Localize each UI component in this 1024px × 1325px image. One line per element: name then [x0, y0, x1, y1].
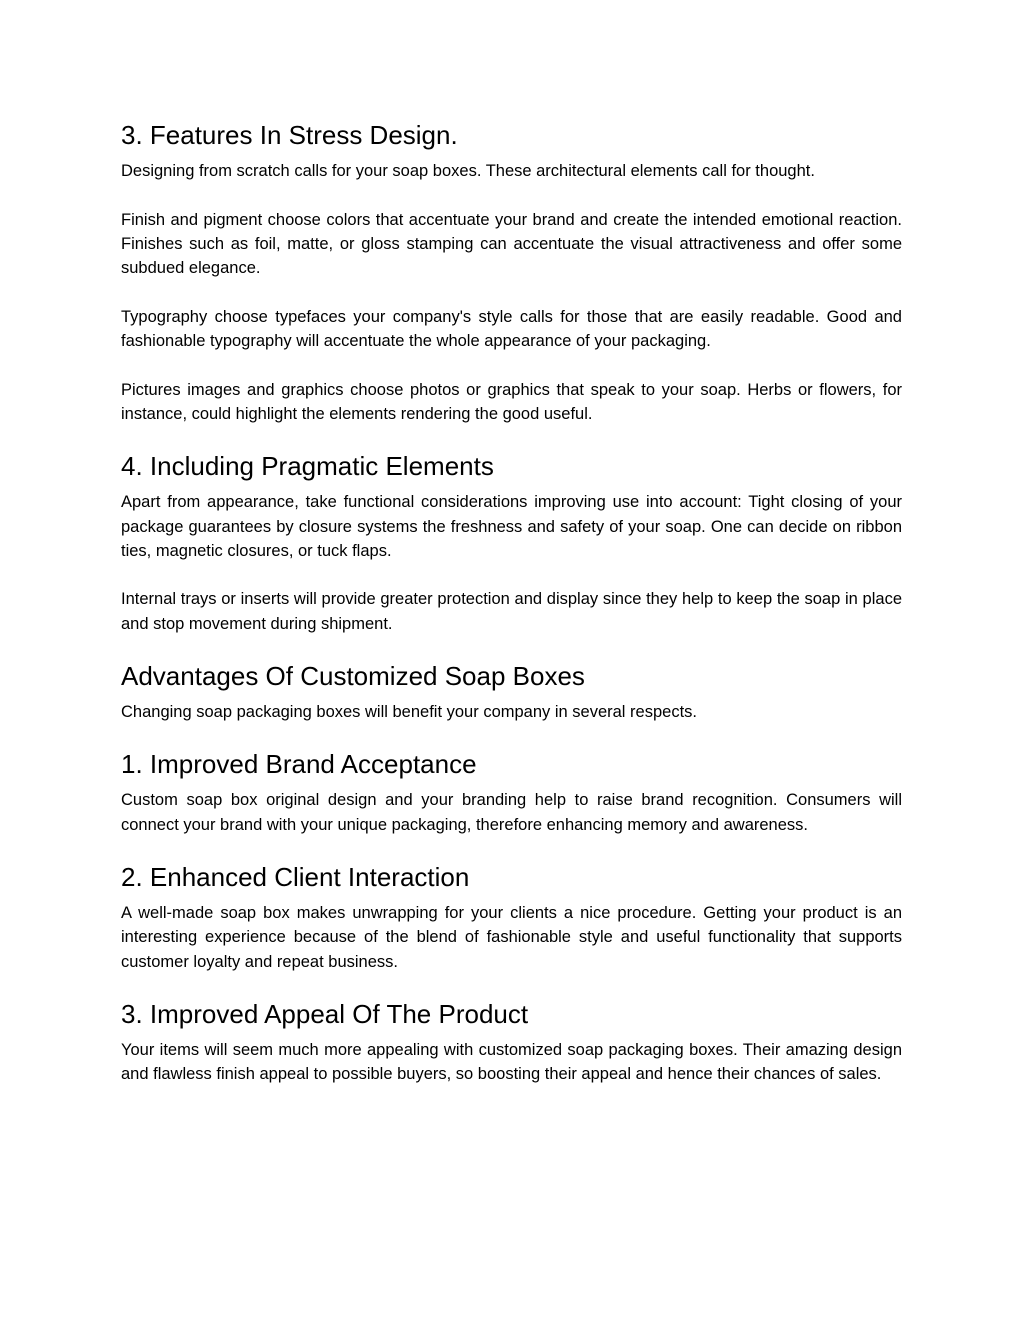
paragraph: Changing soap packaging boxes will benefit your company in several respects. [121, 703, 697, 722]
section-advantages [121, 659, 902, 724]
paragraph: Pictures images and graphics choose photos or graphics that speak to your soap. Herbs or flowers, for instance, could highlight the elements rendering the good useful. [121, 380, 902, 423]
document-page [121, 118, 902, 1086]
section-heading: 1. Improved Brand Acceptance [121, 749, 477, 780]
paragraph: Internal trays or inserts will provide greater protection and display since they help to keep the soap in place and stop movement during shipment. [121, 590, 902, 633]
section-heading: 2. Enhanced Client Interaction [121, 861, 470, 892]
section-pragmatic-elements [121, 449, 902, 636]
section-brand-acceptance [121, 747, 902, 837]
paragraph: A well-made soap box makes unwrapping for your clients a nice procedure. Getting your product is an interesting experience because of the blend of fashionable style and useful functionality that supports customer loyalty and repeat business. [121, 903, 902, 971]
section-heading: 3. Improved Appeal Of The Product [121, 998, 529, 1029]
section-heading: Advantages Of Customized Soap Boxes [121, 661, 585, 692]
paragraph: Typography choose typefaces your company's style calls for those that are easily readable. Good and fashionable typography will accentuate the whole appearance of your packaging. [121, 307, 902, 351]
paragraph: Finish and pigment choose colors that accentuate your brand and create the intended emotional reaction. Finishes such as foil, matte, or gloss stamping can accentuate the visual attractiveness and offer some subdued elegance. [121, 210, 902, 278]
section-client-interaction [121, 860, 902, 974]
section-features-stress-design [121, 118, 902, 426]
section-heading: 4. Including Pragmatic Elements [121, 451, 494, 482]
paragraph: Designing from scratch calls for your soap boxes. These architectural elements call for thought. [121, 162, 815, 180]
paragraph: Your items will seem much more appealing with customized soap packaging boxes. Their amazing design and flawless finish appeal to possible buyers, so boosting their appeal and hence their chances of sales. [121, 1040, 902, 1084]
section-heading: 3. Features In Stress Design. [121, 120, 458, 150]
section-product-appeal [121, 997, 902, 1087]
paragraph: Apart from appearance, take functional considerations improving use into account: Tight closing of your package guarantees by closure systems the freshness and safety of your soap. One can decide on ribbon ties, magnetic closures, or tuck flaps. [121, 493, 902, 560]
paragraph: Custom soap box original design and your branding help to raise brand recognition. Consumers will connect your brand with your unique packaging, therefore enhancing memory and awareness. [121, 791, 902, 834]
